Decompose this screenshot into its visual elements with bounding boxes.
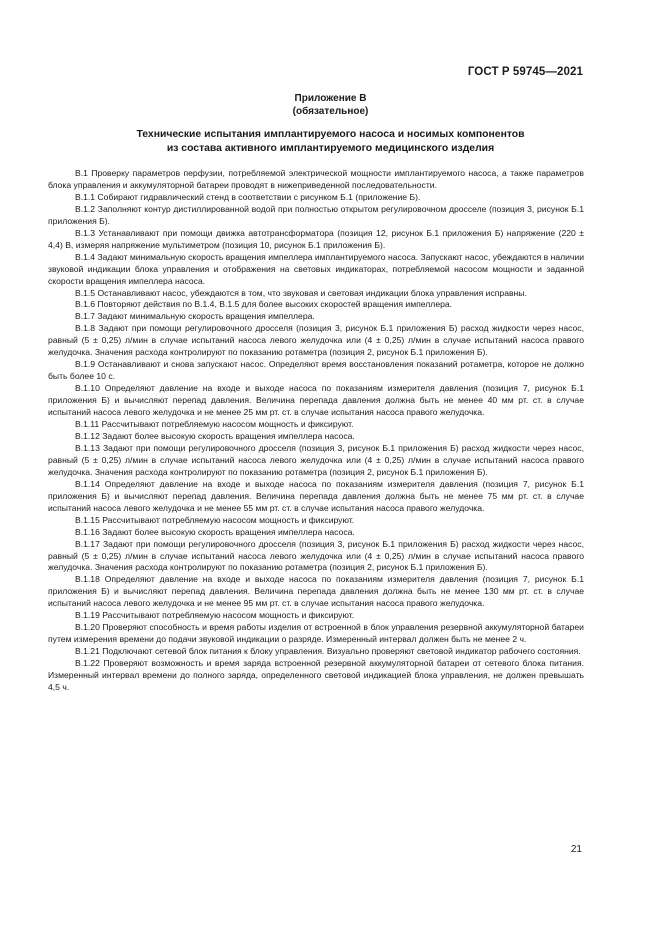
paragraph-b1-12: В.1.12 Задают более высокую скорость вращения импеллера насоса. <box>75 430 355 441</box>
paragraph-b1-11: В.1.11 Рассчитывают потребляемую насосом мощность и фиксируют. <box>75 419 354 430</box>
paragraph-b1-6: В.1.6 Повторяют действия по В.1.4, В.1.5 для более высоких скоростей вращения импеллера. <box>75 299 453 310</box>
paragraph-b1-2: В.1.2 Заполняют контур дистиллированной водой при полностью открытом регулировочном дросселе (позиция 3, рисунок Б.1 приложения Б). <box>48 203 584 226</box>
standard-code: ГОСТ Р 59745—2021 <box>467 66 583 78</box>
paragraph-b1-22: В.1.22 Проверяют возможность и время заряда встроенной резервной аккумуляторной батареи от сетевого блока питания. Измеренный интервал времени до полного заряда, определенного световой индикацией блока управления, не должен превышать 4,5 ч. <box>48 658 584 692</box>
paragraph-b1-1: В.1.1 Собирают гидравлический стенд в соответствии с рисунком Б.1 (приложение Б). <box>75 191 421 202</box>
paragraph-b1-13: В.1.13 Задают при помощи регулировочного дросселя (позиция 3, рисунок Б.1 приложения Б) расход жидкости через насос, равный (5 ± 0,25) л/мин в случае испытаний насоса левого желудочка или (4 ± 0,25) л/мин в случае испытаний насоса правого желудочка. Значения расхода контролируют по показанию ротаметра (позиция 2, рисунок Б.1 приложения Б). <box>48 442 584 477</box>
paragraph-b1-5: В.1.5 Останавливают насос, убеждаются в том, что звуковая и световая индикации блока управления исправны. <box>75 287 527 298</box>
paragraph-b1-21: В.1.21 Подключают сетевой блок питания к блоку управления. Визуально проверяют световой индикатор рабочего состояния. <box>75 646 581 657</box>
appendix-status: (обязательное) <box>292 106 369 117</box>
heading-line-2: из состава активного имплантируемого медицинского изделия <box>166 143 495 154</box>
paragraph-b1-19: В.1.19 Рассчитывают потребляемую насосом мощность и фиксируют. <box>75 610 355 621</box>
paragraph-b1-7: В.1.7 Задают минимальную скорость вращения импеллера. <box>75 311 315 322</box>
paragraph-b1-15: В.1.15 Рассчитывают потребляемую насосом мощность и фиксируют. <box>75 514 355 525</box>
paragraph-b1-17: В.1.17 Задают при помощи регулировочного дросселя (позиция 3, рисунок Б.1 приложения Б) расход жидкости через насос, равный (5 ± 0,25) л/мин в случае испытаний насоса левого желудочка или (4 ± 0,25) л/мин в случае испытаний насоса правого желудочка. Значения расхода контролируют по показанию ротаметра (позиция 2, рисунок Б.1 приложения Б). <box>48 538 584 573</box>
appendix-title: Приложение В <box>294 93 367 104</box>
section-heading <box>0 128 661 156</box>
paragraph-b1-10: В.1.10 Определяют давление на входе и выходе насоса по показаниям измерителя давления (позиция 7, рисунок Б.1 приложения Б) и вычисляют перепад давления. Величина перепада давления должна быть не менее 40 мм рт. ст. в случае испытаний насоса левого желудочка и не менее 25 мм рт. ст. в случае испытания насоса правого желудочка. <box>48 383 584 418</box>
paragraph-b1-14: В.1.14 Определяют давление на входе и выходе насоса по показаниям измерителя давления (позиция 7, рисунок Б.1 приложения Б) и вычисляют перепад давления. Величина перепада давления должна быть не менее 75 мм рт. ст. в случае испытаний насоса левого желудочка и не менее 55 мм рт. ст. в случае испытания насоса правого желудочка. <box>48 478 584 513</box>
paragraph-b1-9: В.1.9 Останавливают и снова запускают насос. Определяют время восстановления показаний ротаметра, которое не должно быть более 10 с. <box>48 359 584 382</box>
paragraph-b1-8: В.1.8 Задают при помощи регулировочного дросселя (позиция 3, рисунок Б.1 приложения Б) расход жидкости через насос, равный (5 ± 0,25) л/мин в случае испытаний насоса левого желудочка или (4 ± 0,25) л/мин в случае испытаний насоса правого желудочка. Значения расхода контролируют по показанию ротаметра (позиция 2, рисунок Б.1 приложения Б). <box>48 323 584 358</box>
appendix-title-block <box>0 92 661 118</box>
page-number: 21 <box>570 844 582 855</box>
paragraph-b1-4: В.1.4 Задают минимальную скорость вращения импеллера имплантируемого насоса. Запускают насос, убеждаются в наличии звуковой индикации блока управления и отображения на световых индикаторах, потребляемой насосом мощности и заданной скорости вращения импеллера насоса. <box>48 251 584 286</box>
heading-line-1: Технические испытания имплантируемого насоса и носимых компонентов <box>136 129 525 140</box>
paragraph-b1-3: В.1.3 Устанавливают при помощи движка автотрансформатора (позиция 12, рисунок Б.1 приложения Б) напряжение (220 ± 4,4) В, измеряя напряжение мультиметром (позиция 10, рисунок Б.1 приложения Б). <box>48 227 584 250</box>
paragraph-b1: В.1 Проверку параметров перфузии, потребляемой электрической мощности имплантируемого насоса, а также параметров блока управления и аккумуляторной батареи проводят в нижеприведенной последовательности. <box>48 168 584 190</box>
paragraph-b1-20: В.1.20 Проверяют способность и время работы изделия от встроенной в блок управления резервной аккумуляторной батареи путем измерения времени до подачи звуковой индикации о разряде. Измеренный интервал должен быть не менее 2 ч. <box>48 622 584 645</box>
paragraph-b1-16: В.1.16 Задают более высокую скорость вращения импеллера насоса. <box>75 526 355 537</box>
paragraph-b1-18: В.1.18 Определяют давление на входе и выходе насоса по показаниям измерителя давления (позиция 7, рисунок Б.1 приложения Б) и вычисляют перепад давления. Величина перепада давления должна быть не менее 130 мм рт. ст. в случае испытаний насоса левого желудочка и не менее 95 мм рт. ст. в случае испытания насоса правого желудочка. <box>48 574 584 609</box>
body-text <box>48 168 584 694</box>
